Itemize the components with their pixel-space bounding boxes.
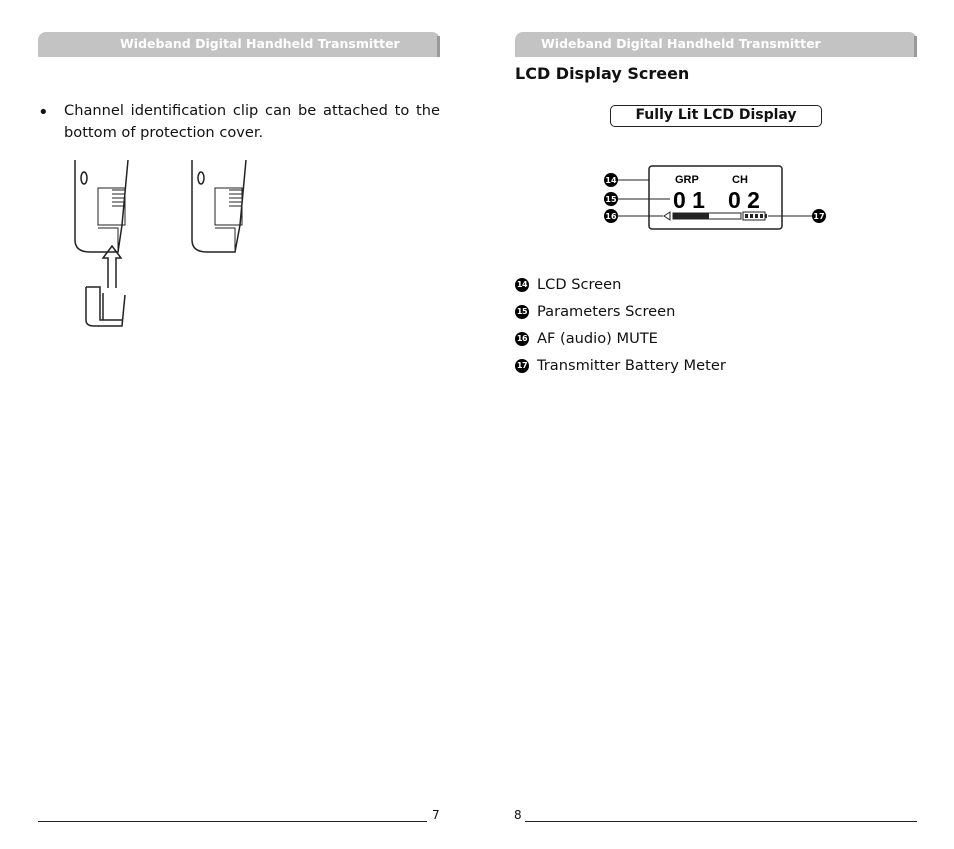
lcd-ch-value: 0 2 <box>728 187 760 213</box>
bullet-line-1: Channel identification clip can be attached to the <box>64 102 440 119</box>
bullet-paragraph <box>64 100 440 144</box>
legend-text-14: LCD Screen <box>537 276 622 293</box>
identification-clip <box>86 287 125 326</box>
legend-badge-14: 14 <box>515 278 529 292</box>
transmitter-bottom-left <box>75 160 128 252</box>
page-number-right: 8 <box>514 808 522 822</box>
lcd-grp-value: 0 1 <box>673 187 705 213</box>
section-title: LCD Display Screen <box>515 64 690 83</box>
legend-text-15: Parameters Screen <box>537 303 676 320</box>
legend-badge-17: 17 <box>515 359 529 373</box>
bullet-line-2: bottom of protection cover. <box>64 124 264 141</box>
legend-badge-15: 15 <box>515 305 529 319</box>
header-title-right: Wideband Digital Handheld Transmitter <box>541 36 821 51</box>
bullet-dot: • <box>38 102 49 123</box>
legend-text-17: Transmitter Battery Meter <box>537 357 726 374</box>
callout-15-text: 15 <box>605 195 617 204</box>
legend-item-battery-meter <box>515 356 726 376</box>
lcd-diagram <box>600 160 835 240</box>
lcd-grp-label: GRP <box>675 174 699 186</box>
callout-16-text: 16 <box>605 212 617 221</box>
header-title-left: Wideband Digital Handheld Transmitter <box>120 36 400 51</box>
legend-badge-16: 16 <box>515 332 529 346</box>
legend-item-lcd-screen <box>515 275 621 295</box>
lcd-ch-label: CH <box>732 174 748 186</box>
callout-14-text: 14 <box>605 176 617 185</box>
callout-17-text: 17 <box>813 212 825 221</box>
header-bar-right <box>515 32 917 57</box>
legend-item-parameters-screen <box>515 302 675 322</box>
footer-rule-left <box>38 821 427 822</box>
page-number-left: 7 <box>432 808 440 822</box>
header-bar-left <box>38 32 440 57</box>
legend-item-af-mute <box>515 329 658 349</box>
clip-attachment-illustration <box>70 160 270 330</box>
legend-text-16: AF (audio) MUTE <box>537 330 658 347</box>
footer-rule-right <box>525 821 917 822</box>
transmitter-bottom-right <box>192 160 246 252</box>
lcd-display-label: Fully Lit LCD Display <box>610 105 822 127</box>
audio-level-fill <box>673 213 709 219</box>
